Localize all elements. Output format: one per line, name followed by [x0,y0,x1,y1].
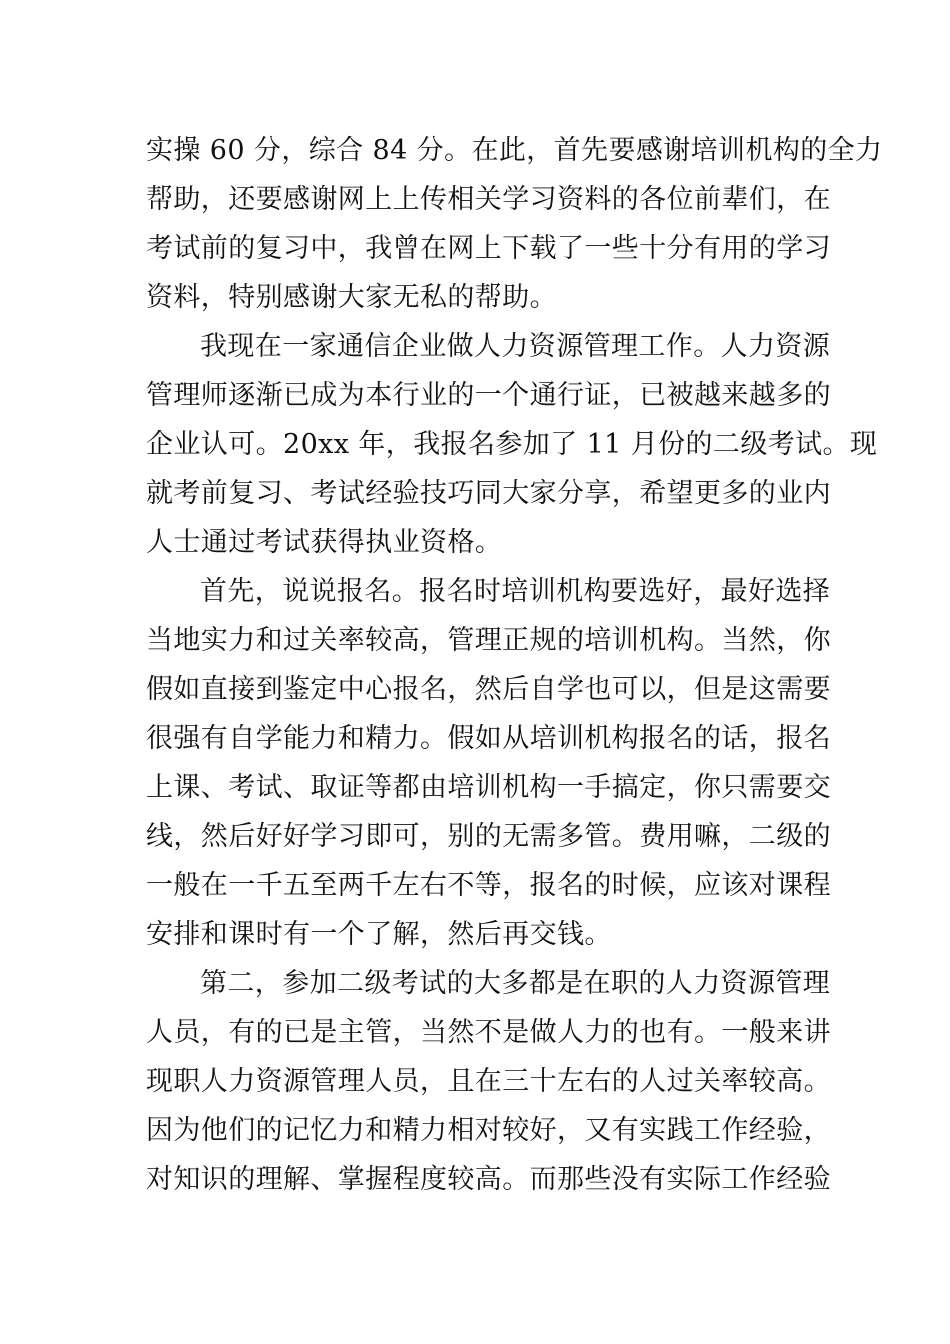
text-line: 当地实力和过关率较高，管理正规的培训机构。当然，你 [146,625,831,656]
text-line: 就考前复习、考试经验技巧同大家分享，希望更多的业内 [146,478,831,509]
paragraph-first-line: 第二，参加二级考试的大多都是在职的人力资源管理 [200,968,831,999]
text-line: 一般在一千五至两千左右不等，报名的时候，应该对课程 [146,870,831,901]
text-line: 考试前的复习中，我曾在网上下载了一些十分有用的学习 [146,233,831,264]
text-line: 线，然后好好学习即可，别的无需多管。费用嘛，二级的 [146,821,831,852]
text-line: 很强有自学能力和精力。假如从培训机构报名的话，报名 [146,723,831,754]
text-line: 资料，特别感谢大家无私的帮助。 [146,282,557,313]
paragraph-first-line: 首先，说说报名。报名时培训机构要选好，最好选择 [200,576,831,607]
text-line: 假如直接到鉴定中心报名，然后自学也可以，但是这需要 [146,674,831,705]
text-line: 对知识的理解、掌握程度较高。而那些没有实际工作经验 [146,1164,831,1195]
text-line: 企业认可。20xx 年，我报名参加了 11 月份的二级考试。现 [146,429,878,460]
text-line: 管理师逐渐已成为本行业的一个通行证，已被越来越多的 [146,380,831,411]
text-line: 帮助，还要感谢网上上传相关学习资料的各位前辈们，在 [146,184,831,215]
text-line: 现职人力资源管理人员，且在三十左右的人过关率较高。 [146,1066,831,1097]
text-line: 安排和课时有一个了解，然后再交钱。 [146,919,612,950]
document-body [146,126,883,1204]
paragraph-first-line: 我现在一家通信企业做人力资源管理工作。人力资源 [200,331,831,362]
text-line: 因为他们的记忆力和精力相对较好，又有实践工作经验， [146,1115,831,1146]
text-line: 实操 60 分，综合 84 分。在此，首先要感谢培训机构的全力 [146,135,883,166]
text-line: 上课、考试、取证等都由培训机构一手搞定，你只需要交 [146,772,831,803]
text-line: 人员，有的已是主管，当然不是做人力的也有。一般来讲 [146,1017,831,1048]
text-line: 人士通过考试获得执业资格。 [146,527,503,558]
